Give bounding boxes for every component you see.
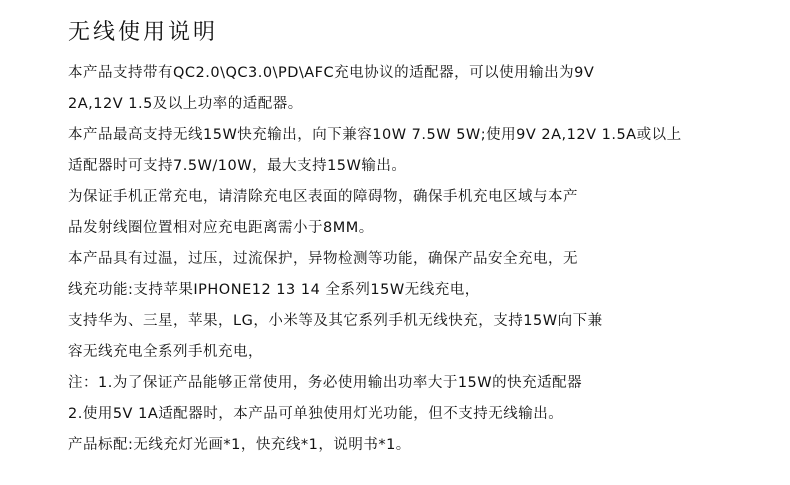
manual-line-8: 线充功能:支持苹果IPHONE12 13 14 全系列15W无线充电， [68,282,480,298]
manual-line-10: 容无线充电全系列手机充电， [68,344,263,360]
manual-line-3: 本产品最高支持无线15W快充输出，向下兼容10W 7.5W 5W;使用9V 2A,12V 1.5A或以上 [68,127,682,143]
manual-line-1: 本产品支持带有QC2.0\QC3.0\PD\AFC充电协议的适配器，可以使用输出为9V [68,65,595,81]
manual-line-13: 产品标配:无线充灯光画*1，快充线*1，说明书*1。 [68,437,411,453]
manual-document [68,18,768,461]
manual-line-6: 品发射线圈位置相对应充电距离需小于8MM。 [68,220,374,236]
manual-line-12: 2.使用5V 1A适配器时，本产品可单独使用灯光功能，但不支持无线输出。 [68,406,564,422]
manual-line-11: 注：1.为了保证产品能够正常使用，务必使用输出功率大于15W的快充适配器 [68,375,583,391]
manual-line-9: 支持华为、三星，苹果，LG，小米等及其它系列手机无线快充，支持15W向下兼 [68,313,603,329]
manual-line-4: 适配器时可支持7.5W/10W，最大支持15W输出。 [68,158,407,174]
manual-title: 无线使用说明 [68,20,219,45]
manual-line-5: 为保证手机正常充电，请清除充电区表面的障碍物，确保手机充电区域与本产 [68,189,578,205]
manual-line-7: 本产品具有过温，过压，过流保护，异物检测等功能，确保产品安全充电，无 [68,251,578,267]
manual-line-2: 2A,12V 1.5及以上功率的适配器。 [68,96,303,112]
